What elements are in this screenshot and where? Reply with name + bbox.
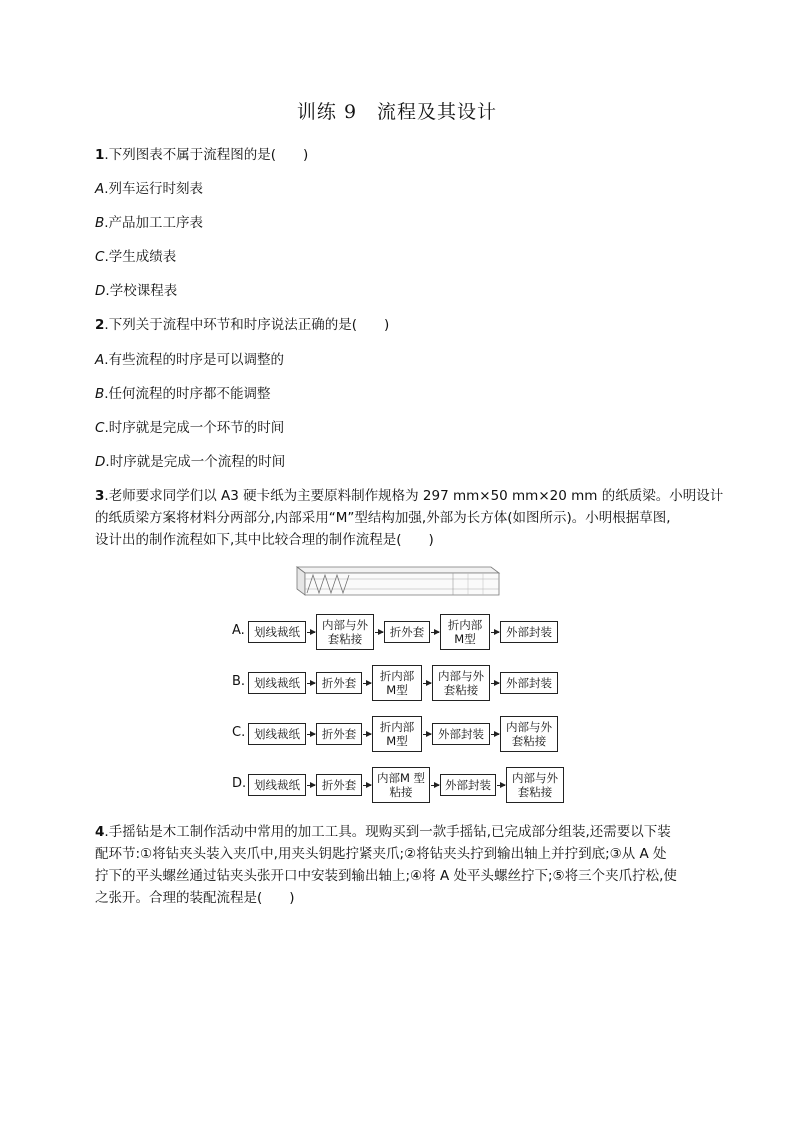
flow-step: 外部封装 bbox=[440, 774, 496, 796]
option-letter: D bbox=[95, 454, 106, 470]
flow-step: 折内部 M型 bbox=[372, 665, 422, 701]
flow-step: 外部封装 bbox=[500, 621, 558, 643]
option-letter: B bbox=[95, 386, 105, 402]
flow-step: 折外套 bbox=[316, 672, 362, 694]
arrow-right-icon bbox=[307, 785, 315, 786]
question-text: .老师要求同学们以 A3 硬卡纸为主要原料制作规格为 297 mm×50 mm×20 mm 的纸质梁。小明设计 bbox=[104, 488, 724, 504]
question-number: 4 bbox=[95, 824, 105, 840]
question-4-line-2: 配环节:①将钻夹头装入夹爪中,用夹头钥匙拧紧夹爪;②将钻夹头拧到输出轴上并拧到底;③从 A 处 bbox=[95, 846, 667, 862]
question-number: 1 bbox=[95, 147, 105, 163]
arrow-right-icon bbox=[423, 683, 431, 684]
flow-label: D. bbox=[232, 776, 247, 791]
flow-step: 内部与外 套粘接 bbox=[316, 614, 374, 650]
flow-step: 内部M 型粘接 bbox=[372, 767, 430, 803]
option-letter: A bbox=[95, 352, 105, 368]
question-number: 3 bbox=[95, 488, 105, 504]
question-3-line-1 bbox=[95, 484, 723, 504]
question-2-stem bbox=[95, 313, 389, 333]
flow-step: 折内部 M型 bbox=[440, 614, 490, 650]
flow-step: 外部封装 bbox=[432, 723, 490, 745]
flow-step: 折外套 bbox=[384, 621, 430, 643]
question-1-stem bbox=[95, 143, 308, 163]
arrow-right-icon bbox=[491, 683, 499, 684]
option-letter: C bbox=[95, 249, 105, 265]
arrow-right-icon bbox=[363, 734, 371, 735]
arrow-right-icon bbox=[375, 632, 383, 633]
question-text: .下列关于流程中环节和时序说法正确的是( ) bbox=[104, 317, 390, 333]
option-text: .列车运行时刻表 bbox=[104, 181, 204, 197]
flow-step: 折外套 bbox=[316, 723, 362, 745]
question-4-line-4: 之张开。合理的装配流程是( ) bbox=[95, 890, 295, 906]
question-text: .下列图表不属于流程图的是( ) bbox=[104, 147, 309, 163]
option-letter: B bbox=[95, 215, 105, 231]
flow-step: 内部与外 套粘接 bbox=[500, 716, 558, 752]
flow-step: 外部封装 bbox=[500, 672, 558, 694]
arrow-right-icon bbox=[431, 785, 439, 786]
q2-option-c bbox=[95, 416, 284, 436]
arrow-right-icon bbox=[497, 785, 505, 786]
flow-label: C. bbox=[232, 725, 246, 740]
page-title: 训练 9 流程及其设计 bbox=[296, 101, 498, 123]
q2-option-a bbox=[95, 348, 284, 368]
option-text: .学生成绩表 bbox=[104, 249, 177, 265]
flow-label: B. bbox=[232, 674, 246, 689]
q2-option-b bbox=[95, 382, 271, 402]
arrow-right-icon bbox=[491, 632, 499, 633]
question-4-line-3: 拧下的平头螺丝通过钻夹头张开口中安装到输出轴上;④将 A 处平头螺丝拧下;⑤将三个夹爪拧松,使 bbox=[95, 868, 677, 884]
question-3-line-3: 设计出的制作流程如下,其中比较合理的制作流程是( ) bbox=[95, 532, 434, 548]
arrow-right-icon bbox=[307, 734, 315, 735]
option-text: .时序就是完成一个环节的时间 bbox=[104, 420, 285, 436]
arrow-right-icon bbox=[307, 632, 315, 633]
question-text: .手摇钻是木工制作活动中常用的加工工具。现购买到一款手摇钻,已完成部分组装,还需要以下装 bbox=[104, 824, 671, 840]
arrow-right-icon bbox=[363, 683, 371, 684]
q1-option-d bbox=[95, 279, 177, 299]
flow-step: 划线裁纸 bbox=[248, 672, 306, 694]
question-3-line-2: 的纸质梁方案将材料分两部分,内部采用“M”型结构加强,外部为长方体(如图所示)。小明根据草图, bbox=[95, 510, 671, 526]
q1-option-a bbox=[95, 177, 203, 197]
flow-step: 折内部 M型 bbox=[372, 716, 422, 752]
flow-step: 划线裁纸 bbox=[248, 621, 306, 643]
flow-step: 内部与外 套粘接 bbox=[432, 665, 490, 701]
flow-step: 折外套 bbox=[316, 774, 362, 796]
flow-label: A. bbox=[232, 623, 245, 638]
option-text: .有些流程的时序是可以调整的 bbox=[104, 352, 285, 368]
flow-step: 内部与外 套粘接 bbox=[506, 767, 564, 803]
q1-option-c bbox=[95, 245, 176, 265]
arrow-right-icon bbox=[491, 734, 499, 735]
paper-beam-sketch bbox=[293, 561, 503, 601]
arrow-right-icon bbox=[307, 683, 315, 684]
option-letter: C bbox=[95, 420, 105, 436]
option-letter: D bbox=[95, 283, 106, 299]
option-text: .学校课程表 bbox=[105, 283, 178, 299]
option-text: .产品加工工序表 bbox=[104, 215, 204, 231]
arrow-right-icon bbox=[431, 632, 439, 633]
flow-step: 划线裁纸 bbox=[248, 774, 306, 796]
option-text: .任何流程的时序都不能调整 bbox=[104, 386, 271, 402]
q1-option-b bbox=[95, 211, 203, 231]
arrow-right-icon bbox=[363, 785, 371, 786]
flow-step: 划线裁纸 bbox=[248, 723, 306, 745]
option-letter: A bbox=[95, 181, 105, 197]
arrow-right-icon bbox=[423, 734, 431, 735]
option-text: .时序就是完成一个流程的时间 bbox=[105, 454, 286, 470]
question-number: 2 bbox=[95, 317, 105, 333]
question-4-line-1 bbox=[95, 820, 671, 840]
q2-option-d bbox=[95, 450, 285, 470]
